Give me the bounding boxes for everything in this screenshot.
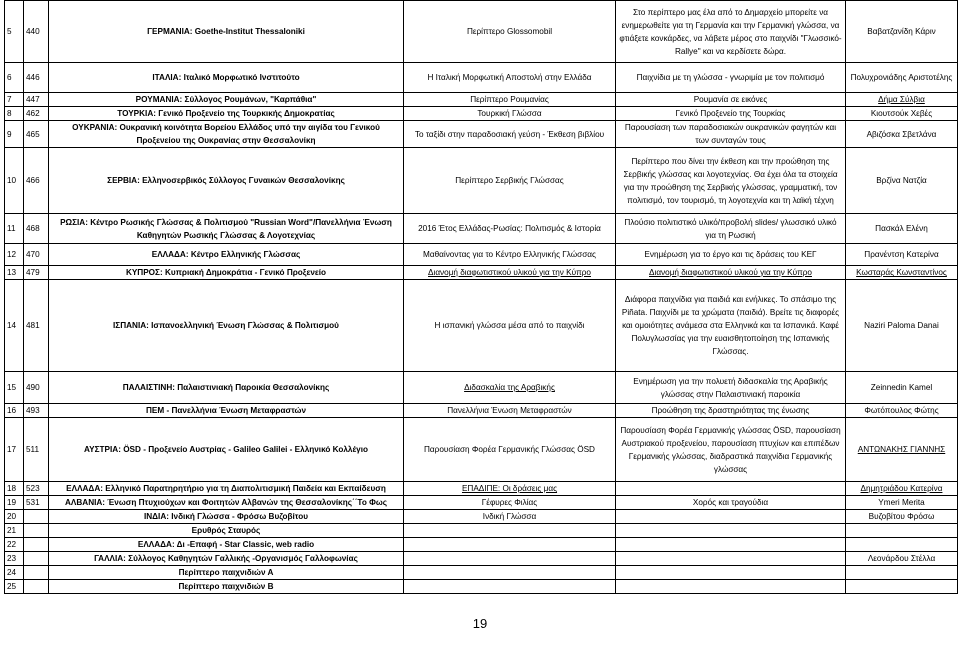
booth-code [24,510,49,524]
organization: ΣΕΡΒΙΑ: Ελληνοσερβικός Σύλλογος Γυναικών Θεσσαλονίκης [49,148,404,214]
organization: ΡΟΥΜΑΝΙΑ: Σύλλογος Ρουμάνων, "Καρπάθια" [49,93,404,107]
row-number: 17 [5,418,24,482]
activity-title: Περίπτερο Ρουμανίας [404,93,616,107]
contact-person: Φωτόπουλος Φώτης [846,404,958,418]
table-row [5,538,958,552]
booth-code: 490 [24,372,49,404]
activity-title: Πανελλήνια Ένωση Μεταφραστών [404,404,616,418]
activity-title: Τουρκική Γλώσσα [404,107,616,121]
row-number: 25 [5,580,24,594]
row-number: 6 [5,63,24,93]
booth-code [24,538,49,552]
table-row [5,496,958,510]
activity-description [616,566,846,580]
row-number: 22 [5,538,24,552]
activity-description: Γενικό Προξενείο της Τουρκίας [616,107,846,121]
booth-code: 462 [24,107,49,121]
contact-person: Δήμα Σύλβια [846,93,958,107]
activity-title: Ινδική Γλώσσα [404,510,616,524]
row-number: 9 [5,121,24,148]
contact-person: Zeinnedin Kamel [846,372,958,404]
organization: ΡΩΣΙΑ: Κέντρο Ρωσικής Γλώσσας & Πολιτισμού "Russian Word"/Πανελλήνια Ένωση Καθηγητών Ρωσικής Γλώσσας & Λογοτεχνίας [49,214,404,244]
booth-code: 440 [24,1,49,63]
page-number: 19 [472,616,488,631]
contact-person: Λεονάρδου Στέλλα [846,552,958,566]
row-number: 8 [5,107,24,121]
activity-title: Η ισπανική γλώσσα μέσα από το παιχνίδι [404,280,616,372]
activity-description: Χορός και τραγούδια [616,496,846,510]
contact-person: Βαβατζανίδη Κάριν [846,1,958,63]
activity-description [616,552,846,566]
activity-title: Περίπτερο Σερβικής Γλώσσας [404,148,616,214]
contact-person: Δημητριάδου Κατερίνα [846,482,958,496]
table-row [5,372,958,404]
activity-title: 2016 Έτος Ελλάδας-Ρωσίας: Πολιτισμός & Ιστορία [404,214,616,244]
activity-title: Παρουσίαση Φορέα Γερμανικής Γλώσσας ÖSD [404,418,616,482]
organization: ΓΕΡΜΑΝΙΑ: Goethe-Institut Thessaloniki [49,1,404,63]
contact-person: Κωσταράς Κωνσταντίνος [846,266,958,280]
activity-description [616,580,846,594]
activity-description: Ενημέρωση για το έργο και τις δράσεις του ΚΕΓ [616,244,846,266]
table-row [5,280,958,372]
activity-description: Παρουσίαση των παραδοσιακών ουκρανικών φαγητών και των συνταγών τους [616,121,846,148]
row-number: 11 [5,214,24,244]
contact-person: ΑΝΤΩΝΑΚΗΣ ΓΙΑΝΝΗΣ [846,418,958,482]
booth-code: 531 [24,496,49,510]
row-number: 21 [5,524,24,538]
organization: ΚΥΠΡΟΣ: Κυπριακή Δημοκράτια - Γενικό Προξενείο [49,266,404,280]
organization: ΕΛΛΑΔΑ: Κέντρο Ελληνικής Γλώσσας [49,244,404,266]
organization: ΓΑΛΛΙΑ: Σύλλογος Καθηγητών Γαλλικής -Οργανισμός Γαλλοφωνίας [49,552,404,566]
row-number: 12 [5,244,24,266]
organization: ΠΑΛΑΙΣΤΙΝΗ: Παλαιστινιακή Παροικία Θεσσαλονίκης [49,372,404,404]
contact-person: Ymeri Merita [846,496,958,510]
organization: ΕΛΛΑΔΑ: Ελληνικό Παρατηρητήριο για τη Διαπολιτισμική Παιδεία και Εκπαίδευση [49,482,404,496]
row-number: 14 [5,280,24,372]
activity-title [404,538,616,552]
activity-description: Προώθηση της δραστηριότητας της ένωσης [616,404,846,418]
booth-code: 446 [24,63,49,93]
activity-description: Στο περίπτερο μας έλα από το Δημαρχείο μπορείτε να ενημερωθείτε για τη Γερμανία και την Γερμανική γλώσσα, να φτιάξετε κονκάρδες, να λάβετε μέρος στο παιχνίδι "Γλωσσικό-Rallye" και να κερδίσετε δώρα. [616,1,846,63]
activity-description: Παιχνίδια με τη γλώσσα - γνωριμία με τον πολιτισμό [616,63,846,93]
organization: Περίπτερο παιχνιδιών Β [49,580,404,594]
activity-title: Διδασκαλία της Αραβικής [404,372,616,404]
table-row [5,1,958,63]
contact-person: Πασκάλ Ελένη [846,214,958,244]
booth-code: 511 [24,418,49,482]
contact-person: Κιουτσούκ Χεβές [846,107,958,121]
activity-title [404,524,616,538]
activity-title: Μαθαίνοντας για το Κέντρο Ελληνικής Γλώσσας [404,244,616,266]
table-row [5,214,958,244]
activity-title: Περίπτερο Glossomobil [404,1,616,63]
contact-person [846,538,958,552]
contact-person: Βρζίνα Νατζία [846,148,958,214]
table-row [5,93,958,107]
booth-code [24,552,49,566]
contact-person: Πρανέντση Κατερίνα [846,244,958,266]
organization: Περίπτερο παιχνιδιών Α [49,566,404,580]
booth-code: 470 [24,244,49,266]
contact-person: Αβιζόσκα Σβετλάνα [846,121,958,148]
booth-code: 493 [24,404,49,418]
organization: ΙΝΔΙΑ: Ινδική Γλώσσα - Φρόσω Βυζοβίτου [49,510,404,524]
row-number: 20 [5,510,24,524]
organization: ΙΤΑΛΙΑ: Ιταλικό Μορφωτικό Ινστιτούτο [49,63,404,93]
table-row [5,482,958,496]
activity-description [616,524,846,538]
activity-description: Ενημέρωση για την πολυετή διδασκαλία της Αραβικής γλώσσας στην Παλαιστινιακή παροικία [616,372,846,404]
row-number: 24 [5,566,24,580]
contact-person: Naziri Paloma Danai [846,280,958,372]
row-number: 13 [5,266,24,280]
contact-person: Πολυχρονιάδης Αριστοτέλης [846,63,958,93]
booth-code [24,524,49,538]
organization: ΠΕΜ - Πανελλήνια Ένωση Μεταφραστών [49,404,404,418]
row-number: 23 [5,552,24,566]
organization: Ερυθρός Σταυρός [49,524,404,538]
table-row [5,244,958,266]
table-row [5,552,958,566]
activity-description: Παρουσίαση Φορέα Γερμανικής γλώσσας ÖSD, παρουσίαση Αυστριακού προξενείου, παρουσίαση πτυχίων και επιπέδων Γερμανικής γλώσσας, διαδραστικά παιχνίδια Γερμανικής γλώσσας [616,418,846,482]
row-number: 7 [5,93,24,107]
table-row [5,418,958,482]
table-row [5,510,958,524]
contact-person: Βυζοβίτου Φρόσω [846,510,958,524]
booth-code: 479 [24,266,49,280]
contact-person [846,580,958,594]
activity-title: Η Ιταλική Μορφωτική Αποστολή στην Ελλάδα [404,63,616,93]
row-number: 18 [5,482,24,496]
organization: ΤΟΥΡΚΙΑ: Γενικό Προξενείο της Τουρκικής Δημοκρατίας [49,107,404,121]
activity-description: Πλούσιο πολιτιστικό υλικό/προβολή slides/ γλωσσικό υλικό για τη Ρωσική [616,214,846,244]
booth-code [24,580,49,594]
activity-title: ΕΠΑΔΙΠΕ: Οι δράσεις μας [404,482,616,496]
contact-person [846,566,958,580]
booth-code: 468 [24,214,49,244]
booth-code: 465 [24,121,49,148]
activity-title [404,552,616,566]
contact-person [846,524,958,538]
table-row [5,121,958,148]
activity-description: Διανομή διαφωτιστικού υλικού για την Κύπρο [616,266,846,280]
organization: ΑΛΒΑΝΙΑ: Ένωση Πτυχιούχων και Φοιτητών Αλβανών της Θεσσαλονίκης΄΄Το Φως [49,496,404,510]
booth-code: 466 [24,148,49,214]
activity-title [404,580,616,594]
table-row [5,566,958,580]
row-number: 5 [5,1,24,63]
activity-description: Ρουμανία σε εικόνες [616,93,846,107]
activity-description [616,538,846,552]
organization: ΙΣΠΑΝΙΑ: Ισπανοελληνική Ένωση Γλώσσας & Πολιτισμού [49,280,404,372]
activity-description [616,510,846,524]
activity-title: Το ταξίδι στην παραδοσιακή γεύση - Έκθεση βιβλίου [404,121,616,148]
organization: ΑΥΣΤΡΙΑ: ÖSD - Προξενείο Αυστρίας - Galileo Galilei - Ελληνικό Κολλέγιο [49,418,404,482]
activity-description [616,482,846,496]
row-number: 15 [5,372,24,404]
table-row [5,404,958,418]
table-row [5,266,958,280]
row-number: 16 [5,404,24,418]
activity-title: Γέφυρες Φιλίας [404,496,616,510]
organization: ΟΥΚΡΑΝΙΑ: Ουκρανική κοινότητα Βορείου Ελλάδος υπό την αιγίδα του Γενικού Προξενείου της Ουκρανίας στην Θεσσαλονίκη [49,121,404,148]
table-row [5,63,958,93]
booth-code: 523 [24,482,49,496]
activity-title: Διανομή διαφωτιστικού υλικού για την Κύπρο [404,266,616,280]
booth-code [24,566,49,580]
activity-description: Περίπτερο που δίνει την έκθεση και την προώθηση της Σερβικής γλώσσας και λογοτεχνίας. Θα έχει όλα τα στοιχεία για την προώθηση της Σερβικής γλώσσας, γραμματική, τον πολιτισμό, τον τουρισμό, τη λογοτεχνία και τη λαϊκή τέχνη [616,148,846,214]
activity-title [404,566,616,580]
table-row [5,524,958,538]
row-number: 19 [5,496,24,510]
activity-description: Διάφορα παιχνίδια για παιδιά και ενήλικες. Το σπάσιμο της Piñata. Παιχνίδι με τα χρώματα (παιδιά). Βρείτε τις διαφορές και ομοιότητες ανάμεσα στα Ελληνικά και τα Ισπανικά. Καφέ Πολυγλωσσίας για την ευαισθητοποίηση της Ισπανικής Γλώσσας. [616,280,846,372]
exhibitors-table [4,0,958,594]
booth-code: 447 [24,93,49,107]
booth-code: 481 [24,280,49,372]
table-row [5,148,958,214]
organization: ΕΛΛΑΔΑ: Δι -Επαφή - Star Classic, web radio [49,538,404,552]
table-row [5,580,958,594]
table-row [5,107,958,121]
row-number: 10 [5,148,24,214]
